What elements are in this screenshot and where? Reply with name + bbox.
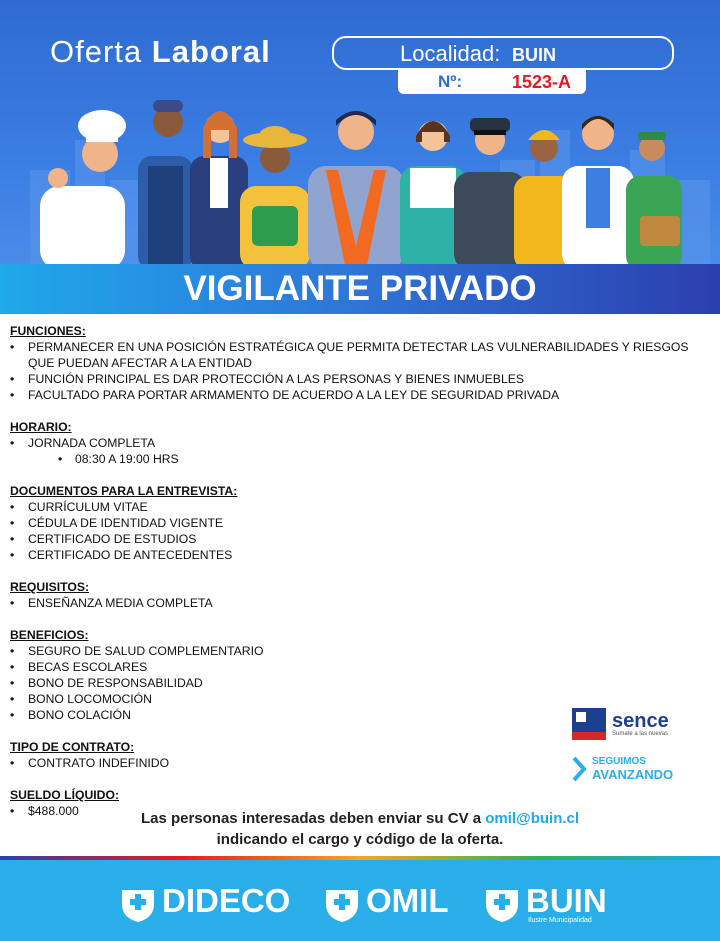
dideco-text: DIDECO bbox=[162, 882, 291, 919]
avanzando-text: AVANZANDO bbox=[592, 767, 674, 782]
list-item: • BONO LOCOMOCIÓN bbox=[10, 691, 700, 707]
municipal-shield-icon bbox=[118, 884, 158, 924]
list-item: • BONO COLACIÓN bbox=[10, 707, 700, 723]
list-item: • CÉDULA DE IDENTIDAD VIGENTE bbox=[10, 515, 700, 531]
footer-logos bbox=[0, 860, 720, 941]
offer-number-box bbox=[398, 70, 586, 94]
dideco-logo bbox=[118, 882, 291, 922]
job-title-banner bbox=[0, 264, 720, 314]
buin-logo bbox=[482, 882, 612, 922]
sence-tagline: Sumate a las nuevas bbox=[612, 731, 669, 737]
buin-text: BUIN bbox=[526, 882, 607, 919]
section-heading: HORARIO: bbox=[10, 420, 72, 434]
list-item: • CURRÍCULUM VITAE bbox=[10, 499, 700, 515]
omil-logo bbox=[322, 882, 452, 922]
chevron-right-icon bbox=[572, 756, 586, 782]
municipal-shield-icon bbox=[482, 884, 522, 924]
seguimos-text: SEGUIMOS bbox=[592, 756, 646, 767]
contact-email-link[interactable]: omil@buin.cl bbox=[485, 810, 580, 827]
section-funciones bbox=[10, 323, 700, 403]
job-title: VIGILANTE PRIVADO bbox=[183, 269, 537, 308]
list-item: • BECAS ESCOLARES bbox=[10, 659, 700, 675]
instructions-text: Las personas interesadas deben enviar su CV a bbox=[140, 810, 482, 827]
municipal-shield-icon bbox=[322, 884, 362, 924]
list-item: • BONO DE RESPONSABILIDAD bbox=[10, 675, 700, 691]
workers-illustration bbox=[30, 96, 690, 270]
list-item: • ENSEÑANZA MEDIA COMPLETA bbox=[10, 595, 700, 611]
section-heading: REQUISITOS: bbox=[10, 580, 90, 594]
list-item: • CERTIFICADO DE ESTUDIOS bbox=[10, 531, 700, 547]
section-heading: SUELDO LÍQUIDO: bbox=[10, 788, 120, 802]
instructions-text-line2: indicando el cargo y código de la oferta. bbox=[216, 831, 504, 848]
locality-label: Localidad: bbox=[400, 41, 501, 66]
omil-text: OMIL bbox=[366, 882, 449, 919]
sence-logo bbox=[572, 707, 682, 741]
application-instructions bbox=[120, 808, 600, 850]
section-heading: DOCUMENTOS PARA LA ENTREVISTA: bbox=[10, 484, 238, 498]
offer-number-label: Nº: bbox=[438, 72, 463, 91]
list-item: • FUNCIÓN PRINCIPAL ES DAR PROTECCIÓN A LAS PERSONAS Y BIENES INMUEBLES bbox=[10, 371, 700, 387]
buin-subtitle: Ilustre Municipalidad bbox=[528, 917, 592, 924]
list-item: • SEGURO DE SALUD COMPLEMENTARIO bbox=[10, 643, 700, 659]
locality-box bbox=[332, 36, 674, 70]
list-item: • PERMANECER EN UNA POSICIÓN ESTRATÉGICA QUE PERMITA DETECTAR LAS VULNERABILIDADES Y RIESGOS QUE PUEDAN AFECTAR A LA ENTIDAD bbox=[10, 339, 700, 371]
offer-number-value: 1523-A bbox=[512, 72, 572, 92]
list-item: • JORNADA COMPLETA bbox=[10, 435, 700, 451]
offer-title: Oferta Laboral bbox=[50, 34, 271, 69]
section-requisitos bbox=[10, 579, 700, 611]
section-heading: BENEFICIOS: bbox=[10, 628, 89, 642]
section-heading: FUNCIONES: bbox=[10, 324, 86, 338]
section-heading: TIPO DE CONTRATO: bbox=[10, 740, 135, 754]
chile-gov-flag-icon bbox=[572, 708, 606, 740]
section-horario bbox=[10, 419, 700, 467]
locality-value: BUIN bbox=[512, 45, 556, 65]
list-subitem: • 08:30 A 19:00 HRS bbox=[10, 451, 700, 467]
list-item: • CONTRATO INDEFINIDO bbox=[10, 755, 700, 771]
list-item: • CERTIFICADO DE ANTECEDENTES bbox=[10, 547, 700, 563]
seguimos-avanzando-logo bbox=[572, 754, 692, 784]
header-banner bbox=[0, 0, 720, 270]
section-documentos bbox=[10, 483, 700, 563]
sence-wordmark: sence bbox=[612, 710, 669, 732]
list-item: • $488.000 bbox=[10, 803, 700, 819]
list-item: • FACULTADO PARA PORTAR ARMAMENTO DE ACUERDO A LA LEY DE SEGURIDAD PRIVADA bbox=[10, 387, 700, 403]
